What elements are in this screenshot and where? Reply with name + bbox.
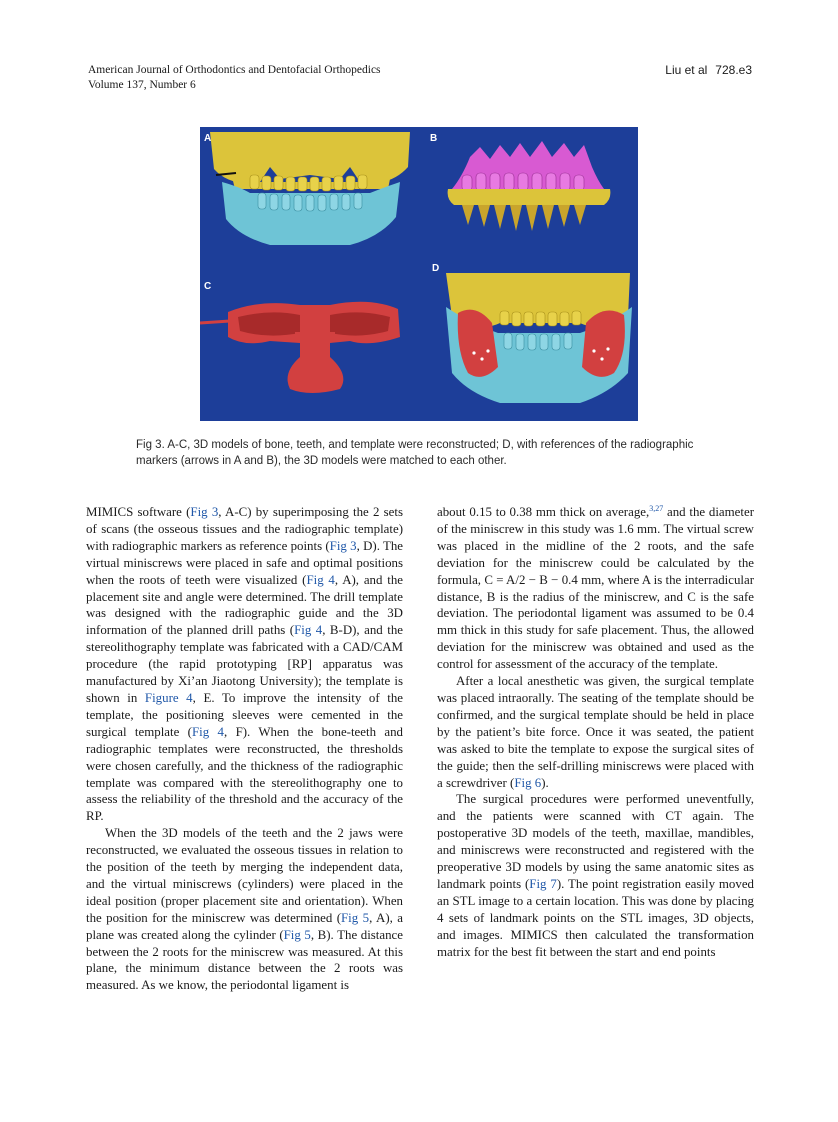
figure-reference-link[interactable]: Fig 4 [191, 724, 224, 739]
text-run: about 0.15 to 0.38 mm thick on average, [437, 505, 650, 519]
text-run: The surgical procedures were performed uneventfully, and the patients were scanned with CT again. The postoperative 3D models of the teeth, maxillae, mandibles, and miniscrews were reconstructed and registered with the preoperative 3D models by using the same anatomic sites as landmark points ( [437, 792, 754, 891]
body-column-left [86, 504, 403, 994]
figure-reference-link[interactable]: Fig 3 [329, 538, 357, 553]
figure-reference-link[interactable]: Fig 7 [529, 876, 557, 891]
figure-reference-link[interactable]: Fig 6 [514, 775, 542, 790]
figure-reference-link[interactable]: Figure 4 [144, 690, 193, 705]
running-header-page [665, 63, 752, 78]
figure-caption: Fig 3. A-C, 3D models of bone, teeth, and template were reconstructed; D, with references of the radiographic markers (arrows in A and B), the 3D models were matched to each other. [136, 439, 694, 467]
citation-superscript[interactable]: 3,27 [649, 504, 664, 513]
panel-label-b: B [430, 133, 438, 144]
text-run: , A), a plane was created along the cylinder ( [86, 910, 403, 942]
paragraph [437, 504, 754, 673]
text-run: , A-C) by superimposing the 2 sets of scans (the osseous tissues and the radiographic template) with radiographic markers as reference points ( [86, 505, 403, 553]
figure-reference-link[interactable]: Fig 3 [190, 505, 219, 519]
text-run: , F). When the bone-teeth and radiographic templates were reconstructed, the thresholds were chosen carefully, and the thickness of the radiographic template was compared with the stereolithography one to assess the reliability of the threshold and the accuracy of the RP. [86, 724, 403, 824]
panel-label-a: A [204, 133, 212, 144]
text-run: and the diameter of the miniscrew in this study was 1.6 mm. The virtual screw was placed in the midline of the 2 roots, and the safe deviation for the miniscrew could be calculated by the formula, C = A/2 − B − 0.4 mm, where A is the interradicular distance, B is the radius of the miniscrew, and C is the safe deviation. The periodontal ligament was assumed to be 0.4 mm thick in this study for safe placement. Thus, the allowed deviation for the miniscrew was obtained and used as the control for assessment of the accuracy of the template. [437, 505, 754, 672]
figure-3-image [200, 127, 638, 421]
figure-reference-link[interactable]: Fig 4 [306, 572, 335, 587]
page-number: 728.e3 [715, 63, 752, 77]
paragraph [86, 825, 403, 994]
text-run: , B). The distance between the 2 roots for the miniscrew was measured. At this plane, the minimum distance between the 2 roots was measured. As we know, the periodontal ligament is [86, 927, 404, 993]
figure-reference-link[interactable]: Fig 5 [283, 927, 311, 942]
figure-reference-link[interactable]: Fig 4 [294, 623, 323, 638]
text-run: , B-D), and the stereolithography template was fabricated with a CAD/CAM procedure (the rapid prototyping [RP] apparatus was manufactured by Xi’an Jiaotong University); the template is shown in [86, 623, 403, 705]
paragraph [437, 791, 754, 960]
paragraph [437, 673, 754, 791]
text-run: After a local anesthetic was given, the surgical template was placed intraorally. The seating of the template should be confirmed, and the surgical template should be held in place by the patient’s bite force. Once it was seated, the patient was asked to bite the template to expose the surgical sites of the guide; then the self-drilling miniscrews were placed with a screwdriver ( [437, 674, 754, 790]
running-header-journal [88, 63, 381, 93]
text-run: MIMICS software ( [86, 505, 191, 519]
panel-label-c: C [204, 281, 212, 292]
text-run: ). [541, 775, 549, 790]
figure-reference-link[interactable]: Fig 5 [341, 910, 370, 925]
body-column-right [437, 504, 754, 960]
text-run: When the 3D models of the teeth and the 2 jaws were reconstructed, we evaluated the osseous tissues in relation to the position of the teeth by merging the independent data, and the virtual miniscrews (cylinders) were placed in the ideal position (proper placement site and orientation). When the position for the miniscrew was determined ( [86, 826, 403, 925]
panel-a-model [210, 132, 410, 245]
text-run: , A), and the placement site and angle were determined. The drill template was designed with the radiographic guide and the 3D information of the planned drill paths ( [86, 572, 403, 638]
paragraph [86, 504, 403, 825]
text-run: , E. To improve the intensity of the template, the positioning sleeves were cemented in the surgical template ( [86, 690, 404, 739]
panel-label-d: D [432, 263, 440, 274]
author-label: Liu et al [665, 63, 708, 77]
figure-3 [200, 127, 638, 421]
journal-title: American Journal of Orthodontics and Dentofacial Orthopedics [88, 64, 381, 76]
text-run: ). The point registration easily moved an STL image to a certain location. This was done by placing 4 sets of landmark points on the STL images, 3D objects, and images. MIMICS then calculated the transformation matrix for the best fit between the start and end points [437, 876, 754, 959]
panel-d-model [446, 273, 632, 403]
journal-volume: Volume 137, Number 6 [88, 79, 196, 91]
text-run: , D). The virtual miniscrews were placed in safe and optimal positions when the roots of teeth were visualized ( [86, 538, 403, 587]
